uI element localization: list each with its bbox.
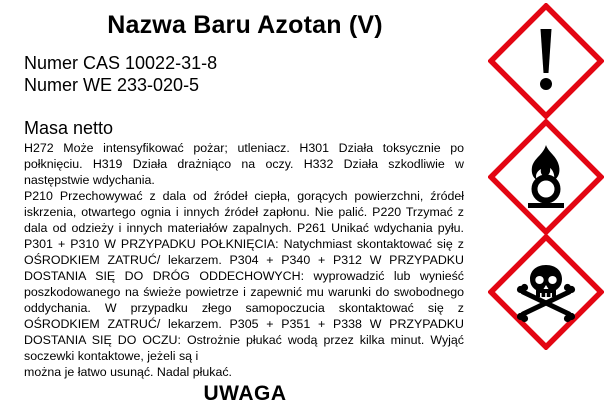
safety-statements [24,140,464,380]
cas-number: Numer CAS 10022-31-8 [24,53,218,73]
product-title: Nazwa Baru Azotan (V) [107,11,383,39]
signal-word: UWAGA [203,382,287,405]
flame-over-circle-icon [488,119,604,235]
precautionary-statements-end: można je łatwo usunąć. Nadal płukać. [24,365,233,379]
net-mass-label: Masa netto [24,118,114,138]
ghs-pictogram-exclamation [488,3,604,119]
exclamation-mark-icon [488,3,604,119]
ghs-pictogram-toxic [488,234,604,350]
hazard-statements: H272 Może intensyfikować pożar; utleniacz. H301 Działa toksycznie po połknięciu. H319 Działa drażniąco na oczy. H332 Działa szkodliwie w następstwie wdychania. [24,141,464,187]
precautionary-statements: P210 Przechowywać z dala od źródeł ciepła, gorących powierzchni, źródeł iskrzenia, otwartego ognia i innych źródeł zapłonu. Nie palić. P220 Trzymać z dala od odzieży i innych materiałów zapalnych. P261 Unikać wdychania pyłu. P301 + P310 W PRZYPADKU POŁKNIĘCIA: Natychmiast skontaktować się z OŚRODKIEM ZATRUĆ/ lekarzem. P304 + P340 + P312 W PRZYPADKU DOSTANIA SIĘ DO DRÓG ODDECHOWYCH: wyprowadzić lub wynieść poszkodowanego na świeże powietrze i zapewnić mu warunki do swobodnego oddychania. W przypadku złego samopoczucia skontaktować się z OŚRODKIEM ZATRUĆ/ lekarzem. P305 + P351 + P338 W PRZYPADKU DOSTANIA SIĘ DO OCZU: Ostrożnie płukać wodą przez kilka minut. Wyjąć soczewki kontaktowe, jeżeli są i [24,189,464,363]
skull-and-crossbones-icon [488,234,604,350]
ghs-pictogram-oxidizer [488,119,604,235]
we-number: Numer WE 233-020-5 [24,75,200,95]
